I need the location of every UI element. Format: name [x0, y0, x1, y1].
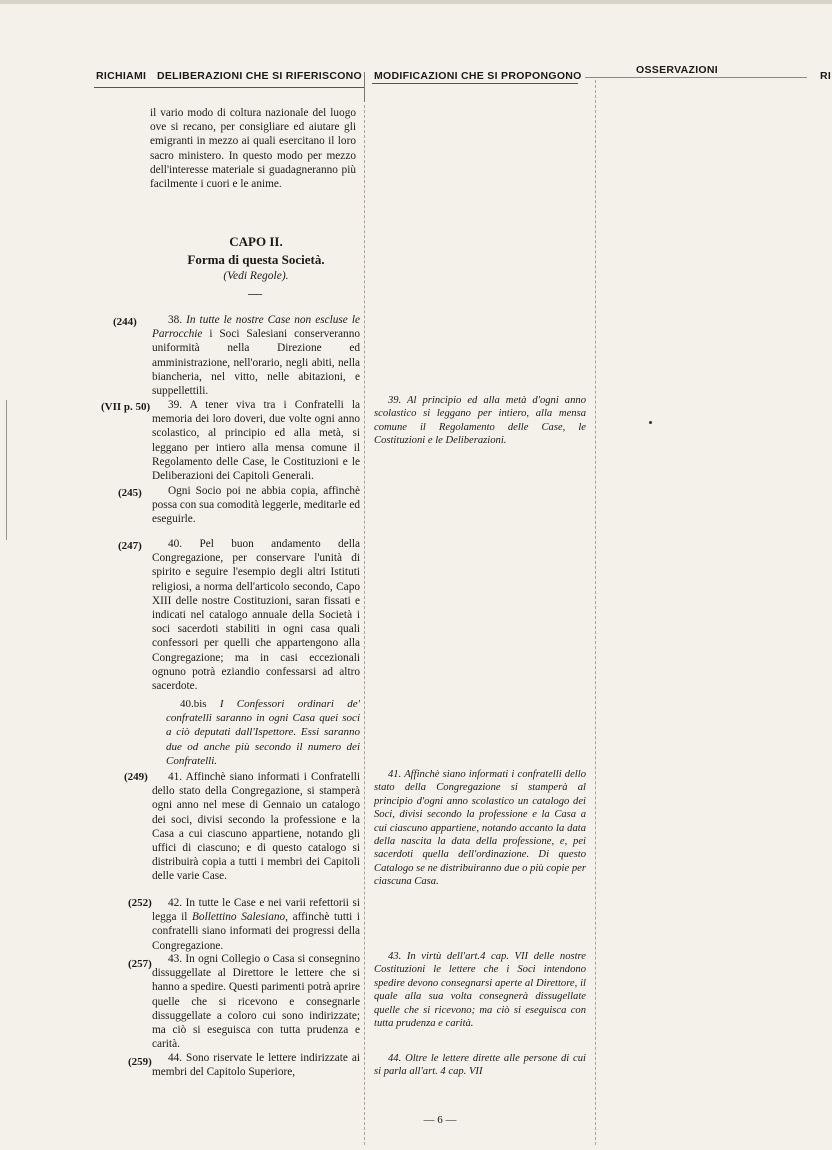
article-39: 39. A tener viva tra i Confratelli la memoria dei loro doveri, due volte ogni anno scolastico, al principio ed alla metà, si leggano per intiero alla mensa comune il Regolamento delle Case, le Costituzioni e le Deliberazioni dei Capitoli Generali.	[152, 399, 360, 483]
page-number: — 6 —	[423, 1114, 457, 1126]
article-38-italic: In tutte le nostre Case non escluse le Parrocchie	[152, 314, 360, 341]
ref-259: (259)	[128, 1056, 152, 1068]
header-next-column-fragment: RI	[820, 70, 832, 82]
article-38-number: 38.	[168, 314, 183, 326]
modification-44: 44. Oltre le lettere dirette alle persone di cui si parla all'art. 4 cap. VII	[374, 1053, 586, 1078]
header-rule-middle	[372, 83, 578, 84]
header-rule-right	[585, 77, 807, 78]
ref-257: (257)	[128, 958, 152, 970]
article-40: 40. Pel buon andamento della Congregazione, per conservare l'unità di spirito e seguire l'esempio degli altri Istituti religiosi, a norma dell'articolo secondo, Capo XIII delle nostre Costituzioni, saran fissati e indicati nel catalogo annuale della Società i soci sacerdoti stabiliti in ogni casa quali confessori per quelli che appartengono alla Congregazione; ma in casi eccezionali ognuno potrà eziandio confessarsi ad altro sacerdote.	[152, 538, 360, 693]
chapter-subtitle: Forma di questa Società.	[187, 252, 325, 267]
chapter-separator	[248, 294, 262, 295]
ref-244: (244)	[113, 316, 137, 328]
column-divider-top	[364, 72, 365, 102]
article-42-start: 42. In tutte le Case e nei varii refettorii si legga il	[152, 897, 360, 924]
column-divider-right	[595, 80, 596, 1145]
ref-249: (249)	[124, 771, 148, 783]
article-43: 43. In ogni Collegio o Casa si consegnino dissuggellate al Direttore le lettere che si hanno a spedire. Questi parimenti potrà aprire quelle che si ricevono e consegnarle dissuggellate a coloro cui sono indirizzate; ma ciò si eseguisca con tutta prudenza e carità.	[152, 953, 360, 1051]
header-modificazioni: MODIFICAZIONI CHE SI PROPONGONO	[374, 70, 582, 82]
header-richiami: RICHIAMI	[96, 70, 147, 82]
article-42	[152, 896, 360, 953]
article-41: 41. Affinchè siano informati i Confratelli dello stato della Congregazione, si stamperà ogni anno nel mese di Gennaio un catalogo dei soci, divisi secondo la professione e la Casa a cui ciascuno appartiene, notando gli uffici di ciascuno; e di questo catalogo si distribuirà copia a tutti i membri dei Capitoli delle varie Case.	[152, 771, 360, 883]
article-44: 44. Sono riservate le lettere indirizzate ai membri del Capitolo Superiore,	[152, 1052, 360, 1079]
header-osservazioni: OSSERVAZIONI	[636, 64, 718, 76]
modification-41: 41. Affinchè siano informati i confratelli dello stato della Congregazione si stamperà al principio d'ogni anno scolastico un catalogo dei Soci, divisi secondo la professione e la Casa a cui ciascuno appartiene, notando accanto la data della nascita la data della professione, e, pei sacerdoti quella dell'ordinazione. Di questo Catalogo se ne distribuiranno due o più copie per ciascuna Casa.	[374, 769, 586, 888]
article-42-italic: Bollettino Salesiano	[192, 911, 286, 924]
ref-vii-p50: (VII p. 50)	[101, 401, 151, 413]
scan-top-edge	[0, 0, 832, 4]
article-42-end: , affinchè tutti i confratelli siano informati dei progressi della Congregazione.	[152, 911, 361, 952]
article-40bis-number: 40.bis	[180, 698, 207, 710]
article-38-text: i Soci Salesiani conserveranno uniformità nella Direzione ed amministrazione, nell'orario, negli abiti, nella biancheria, nel vitto, nelle abitazioni, e suppellettili.	[152, 328, 360, 398]
header-rule-left	[94, 87, 364, 88]
article-39-copy: Ogni Socio poi ne abbia copia, affinchè possa con sua comodità leggerle, meditarle ed eseguirle.	[152, 485, 360, 526]
intro-paragraph: il vario modo di coltura nazionale del luogo ove si recano, per consigliare ed aiutare gli emigranti in mezzo ai quali esercitano il loro sacro ministero. In questo modo per mezzo dell'interesse materiale si guadagneranno più facilmente i cuori e le anime.	[150, 107, 356, 191]
ref-245: (245)	[118, 487, 142, 499]
binding-mark	[6, 400, 7, 540]
header-deliberazioni: DELIBERAZIONI CHE SI RIFERISCONO	[157, 70, 363, 82]
ink-mark	[649, 421, 652, 424]
article-38	[152, 313, 360, 398]
chapter-title: CAPO II.	[229, 234, 283, 249]
column-divider-dashed	[364, 105, 365, 1145]
article-40bis	[166, 697, 360, 768]
ref-247: (247)	[118, 540, 142, 552]
chapter-note: (Vedi Regole).	[223, 270, 289, 282]
modification-43: 43. In virtù dell'art.4 cap. VII delle nostre Costituzioni le lettere che i Soci intendono spedire devono consegnarsi aperte al Direttore, il quale alla sua volta consegnerà dissugellate quelle che si ricevono; ma ciò si eseguisca con tutta prudenza e carità.	[374, 951, 586, 1030]
ref-252: (252)	[128, 897, 152, 909]
modification-39: 39. Al principio ed alla metà d'ogni anno scolastico si leggano per intiero, alla mensa comune il Regolamento delle Case, le Costituzioni e le Deliberazioni.	[374, 395, 586, 447]
article-40bis-text: I Confessori ordinari de' confratelli saranno in ogni Casa quei soci a ciò deputati dall'Ispettore. Essi saranno due od anche più secondo il numero dei Confratelli.	[166, 698, 360, 767]
